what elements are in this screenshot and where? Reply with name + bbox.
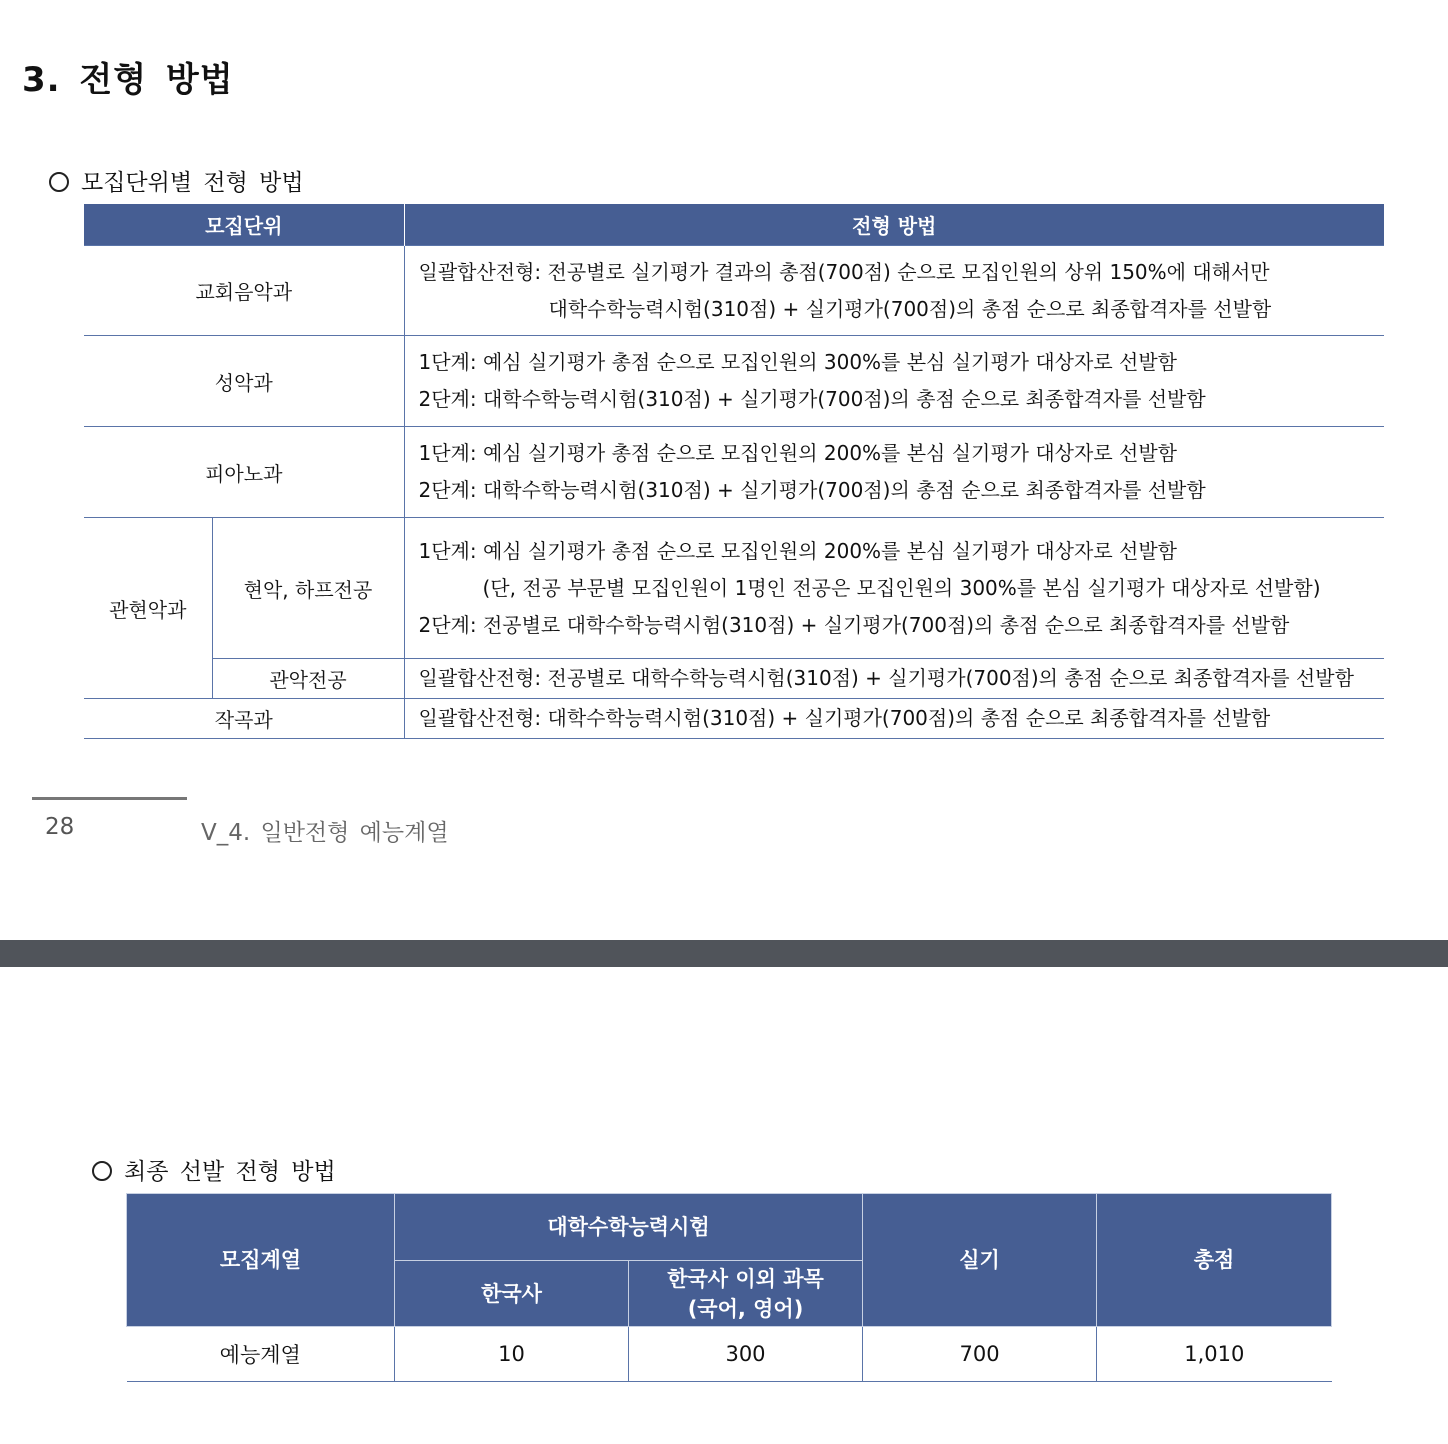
section1-title (49, 164, 304, 197)
circle-bullet-icon (49, 172, 69, 192)
header-other-subjects-line1: 한국사 이외 과목 (667, 1266, 824, 1291)
method-vocal (404, 336, 1384, 427)
method-winds (404, 659, 1384, 699)
unit-vocal: 성악과 (84, 336, 404, 427)
method-line: 2단계: 전공별로 대학수학능력시험(310점) + 실기평가(700점)의 총점 순으로 최종합격자를 선발함 (418, 612, 1290, 637)
unit-orchestra: 관현악과 (84, 518, 212, 699)
header-csat: 대학수학능력시험 (395, 1194, 863, 1261)
method-line: 1단계: 예심 실기평가 총점 순으로 모집인원의 200%를 본심 실기평가 대상자로 선발함 (418, 538, 1177, 563)
final-selection-table (126, 1193, 1332, 1382)
header-practical: 실기 (863, 1194, 1097, 1327)
method-church-music (404, 246, 1384, 336)
cell-total: 1,010 (1097, 1327, 1332, 1382)
method-line: (단, 전공 부문별 모집인원이 1명인 전공은 모집인원의 300%를 본심 실기평가 대상자로 선발함) (482, 575, 1321, 600)
method-line: 대학수학능력시험(310점) + 실기평가(700점)의 총점 순으로 최종합격자를 선발함 (548, 296, 1272, 321)
section2-title (92, 1153, 336, 1186)
page-number: 28 (45, 814, 75, 840)
unit-church-music: 교회음악과 (84, 246, 404, 336)
method-line: 1단계: 예심 실기평가 총점 순으로 모집인원의 300%를 본심 실기평가 대상자로 선발함 (418, 350, 1177, 374)
method-line: 2단계: 대학수학능력시험(310점) + 실기평가(700점)의 총점 순으로 최종합격자를 선발함 (418, 478, 1206, 502)
section2-title-text: 최종 선발 전형 방법 (124, 1159, 336, 1185)
cell-group: 예능계열 (127, 1327, 395, 1382)
table-header-row (127, 1194, 1332, 1261)
footer-divider (32, 797, 187, 800)
unit-piano: 피아노과 (84, 427, 404, 518)
unit-composition: 작곡과 (84, 699, 404, 739)
table-row (84, 427, 1384, 518)
header-group: 모집계열 (127, 1194, 395, 1327)
table-row (84, 518, 1384, 659)
header-method: 전형 방법 (404, 204, 1384, 246)
table-row (127, 1327, 1332, 1382)
page-separator (0, 940, 1448, 967)
table-row (84, 246, 1384, 336)
major-winds: 관악전공 (212, 659, 404, 699)
circle-bullet-icon (92, 1161, 112, 1181)
method-line: 일괄합산전형: 전공별로 대학수학능력시험(310점) + 실기평가(700점)의 총점 순으로 최종합격자를 선발함 (418, 666, 1354, 690)
header-other-subjects (629, 1261, 863, 1327)
table-row (84, 699, 1384, 739)
method-line: 2단계: 대학수학능력시험(310점) + 실기평가(700점)의 총점 순으로 최종합격자를 선발함 (418, 387, 1206, 411)
chapter-title: Ⅴ_4. 일반전형 예능계열 (201, 820, 449, 846)
method-strings-harp (404, 518, 1384, 659)
header-unit: 모집단위 (84, 204, 404, 246)
method-composition (404, 699, 1384, 739)
header-other-subjects-line2: (국어, 영어) (687, 1296, 804, 1321)
table-row (84, 659, 1384, 699)
method-piano (404, 427, 1384, 518)
header-korean-history: 한국사 (395, 1261, 629, 1327)
selection-method-table (84, 204, 1384, 739)
method-line: 1단계: 예심 실기평가 총점 순으로 모집인원의 200%를 본심 실기평가 대상자로 선발함 (418, 441, 1177, 465)
method-line: 일괄합산전형: 대학수학능력시험(310점) + 실기평가(700점)의 총점 순으로 최종합격자를 선발함 (418, 706, 1271, 730)
section1-title-text: 모집단위별 전형 방법 (81, 170, 304, 196)
cell-other-subjects: 300 (629, 1327, 863, 1382)
method-line: 일괄합산전형: 전공별로 실기평가 결과의 총점(700점) 순으로 모집인원의 상위 150%에 대해서만 (418, 259, 1270, 284)
table-row (84, 336, 1384, 427)
table-header-row (84, 204, 1384, 246)
cell-practical: 700 (863, 1327, 1097, 1382)
major-strings-harp: 현악, 하프전공 (212, 518, 404, 659)
cell-korean-history: 10 (395, 1327, 629, 1382)
page-heading: 3. 전형 방법 (22, 60, 234, 100)
header-total: 총점 (1097, 1194, 1332, 1327)
